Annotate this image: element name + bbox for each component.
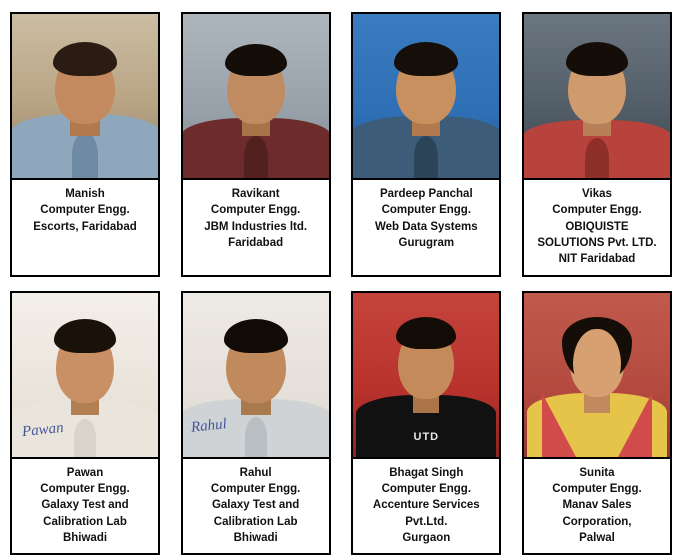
student-photo — [12, 293, 158, 459]
student-photo — [524, 14, 670, 180]
caption-line: JBM Industries ltd. — [204, 220, 308, 233]
caption-line: Pvt.Ltd. — [405, 515, 448, 528]
caption-line: Computer Engg. — [552, 204, 642, 217]
caption-line: NIT Faridabad — [558, 253, 636, 266]
caption-line: Gurgaon — [402, 531, 451, 544]
student-photo — [524, 293, 670, 459]
student-caption — [353, 180, 499, 258]
student-photo — [353, 14, 499, 180]
person-illustration — [353, 293, 499, 457]
caption-line: Rahul — [239, 466, 272, 479]
caption-line: Galaxy Test and — [211, 499, 300, 512]
caption-line: Calibration Lab — [43, 515, 127, 528]
caption-line: Manav Sales — [562, 499, 632, 512]
tshirt-text: UTD — [413, 430, 440, 443]
photo-board-row-1 — [10, 12, 672, 277]
caption-line: Ravikant — [231, 188, 280, 200]
caption-line: Computer Engg. — [40, 482, 130, 495]
caption-line: Galaxy Test and — [41, 499, 129, 512]
caption-line: Faridabad — [228, 236, 284, 249]
person-illustration — [524, 14, 670, 178]
person-illustration — [353, 14, 499, 178]
signature-overlay: Pawan — [21, 419, 65, 440]
caption-line: Corporation, — [562, 515, 632, 528]
caption-line: Web Data Systems — [374, 220, 478, 233]
caption-line: Calibration Lab — [213, 515, 298, 528]
caption-line: Manish — [65, 188, 105, 200]
caption-line: Computer Engg. — [40, 204, 130, 217]
student-photo — [353, 293, 499, 459]
caption-line: Computer Engg. — [381, 482, 472, 495]
signature-overlay: Rahul — [189, 415, 228, 436]
caption-line: Computer Engg. — [210, 204, 301, 217]
student-caption — [524, 459, 670, 554]
person-illustration — [183, 14, 329, 178]
student-card-bhagat-singh — [351, 291, 501, 555]
student-photo — [12, 14, 158, 180]
student-card-rahul — [181, 291, 331, 555]
student-caption — [183, 459, 329, 554]
student-card-vikas — [522, 12, 672, 277]
student-caption — [12, 459, 158, 554]
caption-line: Vikas — [582, 188, 612, 200]
caption-line: Accenture Services — [372, 499, 480, 512]
caption-line: Sunita — [579, 466, 615, 479]
student-photo — [183, 14, 329, 180]
student-caption — [12, 180, 158, 242]
student-caption — [524, 180, 670, 275]
student-caption — [353, 459, 499, 554]
student-photo — [183, 293, 329, 459]
caption-line: Computer Engg. — [210, 482, 301, 495]
student-card-pardeep-panchal — [351, 12, 501, 277]
photo-board-row-2 — [10, 291, 672, 555]
person-illustration — [12, 14, 158, 178]
caption-line: Escorts, Faridabad — [33, 220, 137, 233]
caption-line: OBIQUISTE — [565, 220, 629, 233]
caption-line: Computer Engg. — [552, 482, 642, 495]
caption-line: SOLUTIONS Pvt. LTD. — [537, 236, 657, 249]
caption-line: Palwal — [579, 531, 615, 544]
caption-line: Bhiwadi — [62, 531, 108, 544]
student-card-ravikant — [181, 12, 331, 277]
student-caption — [183, 180, 329, 258]
caption-line: Bhagat Singh — [389, 466, 464, 479]
student-card-manish — [10, 12, 160, 277]
caption-line: Bhiwadi — [233, 531, 278, 544]
caption-line: Gurugram — [398, 236, 455, 249]
caption-line: Computer Engg. — [381, 204, 472, 217]
caption-line: Pardeep Panchal — [379, 188, 473, 200]
student-card-sunita — [522, 291, 672, 555]
caption-line: Pawan — [66, 466, 104, 479]
person-illustration — [524, 293, 670, 457]
student-card-pawan — [10, 291, 160, 555]
